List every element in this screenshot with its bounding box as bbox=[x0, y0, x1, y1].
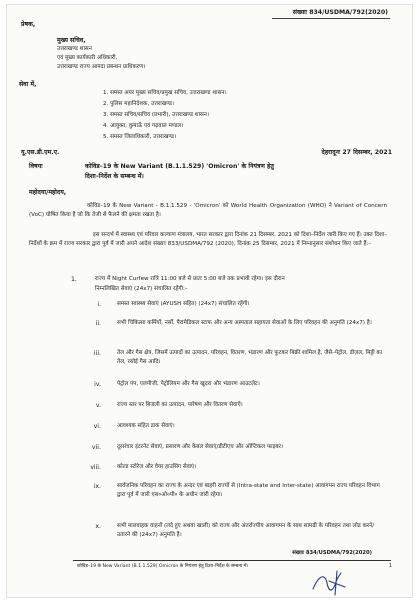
sender-line-3: उत्तराखण्ड राज्य आपदा प्रबन्धन प्राधिकरण। bbox=[57, 64, 146, 70]
sub-item-number: i. bbox=[97, 301, 101, 308]
recipient-item: 2. पुलिस महानिदेशक, उत्तराखण्ड। bbox=[103, 101, 175, 107]
sub-item-number: vi. bbox=[93, 423, 101, 430]
footer-stamp-ref: संख्याः 834/USDMA/792(2020) bbox=[292, 550, 372, 556]
sub-item-text: आवश्यक सहित डाक सेवाएं। bbox=[117, 423, 175, 429]
footer-page-number: 1 bbox=[388, 563, 392, 569]
sub-item-number: vii. bbox=[91, 444, 101, 451]
subject-line-1: कोविड–19 के New Variant (B.1.1.529) 'Omicron' के नियंत्रण हेतु bbox=[85, 163, 274, 170]
sub-item-text: राज्य स्तर पर बिजली का उत्पादन, पारेषण और वितरण सेवाएँ। bbox=[117, 402, 243, 408]
subject-line-2: दिशा–निर्देश के सम्बन्ध में। bbox=[85, 173, 144, 180]
sub-item-text: पेट्रोल पंप, एलपीजी, पेट्रोलियम और गैस खुदरा और भंडारण आउटलेट। bbox=[117, 381, 260, 387]
sub-item-text: सार्वजनिक परिवहन का राज्य के अन्दर एवं बाहरी राज्यों से (Intra-state and Inter-state) आवागमन राज्य परिवहन विभाग द्वारा पूर्व में जारी एस०ओ०पी० के अधीन जारी रहेगा। bbox=[117, 483, 380, 499]
recipient-item: 3. समस्त सचिव/सचिव (प्रभारी), उत्तराखण्ड शासन। bbox=[103, 112, 209, 118]
salutation: महोदया/महोदय, bbox=[29, 189, 67, 196]
sender-label: प्रेषक, bbox=[21, 21, 36, 28]
sender-line-1: उत्तराखण्ड शासन bbox=[57, 46, 92, 52]
recipient-item: 5. समस्त जिलाधिकारी, उत्तराखण्ड। bbox=[103, 134, 177, 140]
sub-item-text: कोल्ड स्टोरेज और वेयर हाउसिंग सेवाएं। bbox=[117, 464, 197, 470]
sub-item-number: iii. bbox=[93, 350, 101, 357]
sub-item-text: तेल और गैस क्षेत्र, जिसमें उत्पादों का उत्पादन, परिवहन, वितरण, भंडारण और फुटकर बिक्री शामिल है, जैसे–पेट्रोल, डीज़ल, मिट्टी का तेल, रसोई गैस आदि। bbox=[117, 350, 383, 366]
sub-item-number: ii. bbox=[95, 320, 101, 327]
sub-item-number: ix. bbox=[93, 483, 101, 490]
reference-underline bbox=[272, 18, 390, 19]
sub-item-text: सभी चिकित्सा कर्मियों, नर्सों, पैरामेडिकल स्टाफ और अन्य अस्पताल सहायता सेवाओं के लिए परिवहन की अनुमति (24x7) है। bbox=[117, 320, 372, 326]
sub-item-number: iv. bbox=[94, 381, 101, 388]
sender-line-2: एवं मुख्य कार्यकारी अधिकारी, bbox=[57, 55, 118, 61]
recipient-item: 4. आयुक्त, कुमाऊँ एवं गढ़वाल मण्डल। bbox=[103, 123, 184, 129]
recipient-item: 1. समस्त अपर मुख्य सचिव/प्रमुख सचिव, उत्तराखण्ड शासन। bbox=[103, 90, 227, 96]
sub-item-text: दूरसंचार इंटरनेट सेवाएं, प्रसारण और केबल सेवाएं/डीटीएच और ऑप्टिकल फाइबर। bbox=[117, 444, 283, 450]
main-item-number: 1. bbox=[71, 276, 77, 283]
recipients-label: सेवा में, bbox=[19, 81, 37, 88]
paragraph-amendment: इस सन्दर्भ में स्वास्थ्य एवं परिवार कल्याण मंत्रालय, भारत सरकार द्वारा दिनांक 21 दिसम्बर, 2021 को दिशा–निर्देश जारी किए गए हैं। उक्त दिशा–निर्देशों के क्रम में राज्य सरकार द्वारा पूर्व में जारी अपने आदेश संख्याः 833/USDMA/792 (2020), दिनांक 25 दिसम्बर, 2021 में निम्नानुसार संशोधन किए जाते हैं:– bbox=[29, 232, 387, 248]
main-item-text-a: राज्य में Night Curfew रात्रि 11:00 बजे से प्रातः 5:00 बजे तक प्रभावी रहेगा। इस दौरान bbox=[95, 276, 285, 282]
office-code: यू.एस.डी.एम.ए. bbox=[21, 149, 60, 156]
subject-label: विषयः bbox=[29, 163, 43, 170]
paragraph-intro: कोविड–19 के New Variant - B.1.1.529 - 'Omicron' को World Health Organization (WHO) ने Variant of Concern (VoC) घोषित किया है जो कि तेजी से फैलने की क्षमता रखता है। bbox=[29, 203, 387, 219]
sub-item-number: viii. bbox=[90, 464, 101, 471]
sub-item-number: x. bbox=[95, 523, 101, 530]
document-page bbox=[6, 4, 413, 598]
reference-number: संख्याः 834/USDMA/792(2020) bbox=[292, 9, 388, 16]
footer-rule bbox=[73, 560, 391, 561]
letter-date: देहरादूनः 27 दिसम्बर, 2021 bbox=[321, 149, 392, 156]
sub-item-text: सभी मालवाहक वाहनों (लदे हुए अथवा खाली) को राज्य और अंतर्राज्यीय आवागमन के साथ सामग्री के परिवहन तथा लोड करने/उतारने की (24x7) अनुमति है। bbox=[117, 523, 375, 539]
main-item-text-b: निम्नलिखित सेवाएं (24x7) संचालित रहेंगी:– bbox=[95, 286, 188, 292]
sender-name: मुख्य सचिव, bbox=[57, 37, 86, 44]
sub-item-text: समस्त स्वास्थ्य सेवाएं (AYUSH सहित) (24x7) संचालित रहेंगी। bbox=[117, 301, 250, 307]
signature bbox=[307, 569, 357, 597]
footer-line: कोविड–19 के New Variant (B.1.1.529) Omicron के नियंत्रण हेतु दिशा–निर्देश के सम्बन्ध में। bbox=[77, 564, 249, 569]
sub-item-number: v. bbox=[95, 402, 101, 409]
